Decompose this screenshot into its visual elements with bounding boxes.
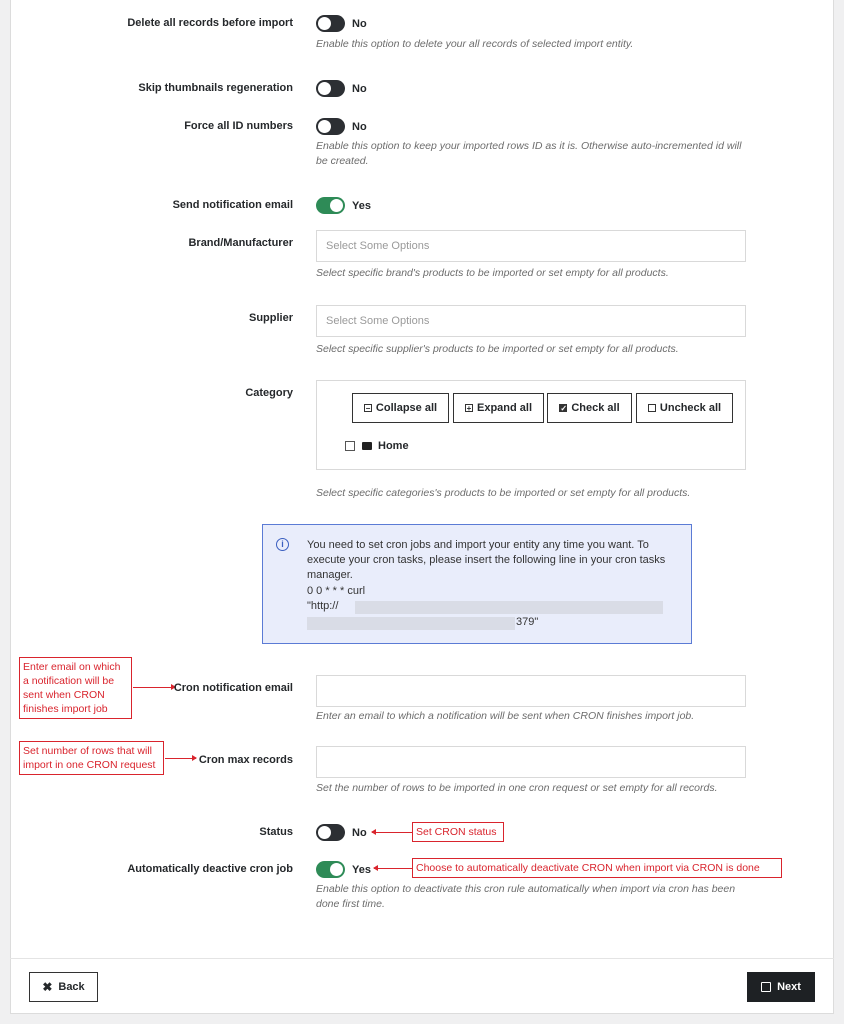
brand-label: Brand/Manufacturer <box>188 237 293 249</box>
empty-square-icon <box>648 404 656 412</box>
send-notification-value: Yes <box>352 200 371 212</box>
annotation-auto-deactivate: Choose to automatically deactivate CRON when import via CRON is done <box>412 858 782 878</box>
cron-max-records-label: Cron max records <box>198 754 293 766</box>
back-button[interactable] <box>29 972 98 1002</box>
collapse-all-button[interactable] <box>352 393 449 423</box>
next-label: Next <box>777 981 801 993</box>
info-icon: i <box>276 538 289 551</box>
toggle-knob <box>330 199 343 212</box>
skip-thumbnails-toggle[interactable] <box>316 80 345 97</box>
cron-email-input[interactable] <box>316 675 746 707</box>
folder-icon <box>362 442 372 450</box>
delete-records-help: Enable this option to delete your all records of selected import entity. <box>316 38 634 50</box>
next-button[interactable] <box>747 972 815 1002</box>
skip-thumbnails-label: Skip thumbnails regeneration <box>138 82 293 94</box>
toggle-knob <box>318 120 331 133</box>
category-help: Select specific categories's products to be imported or set empty for all products. <box>316 487 691 499</box>
annotation-arrow <box>372 832 412 833</box>
cron-email-help: Enter an email to which a notification will be sent when CRON finishes import job. <box>316 710 695 722</box>
redacted-url <box>355 601 663 614</box>
category-label: Category <box>245 387 293 399</box>
plus-square-icon: + <box>466 404 472 413</box>
annotation-email: Enter email on which a notification will be sent when CRON finishes import job <box>19 657 132 719</box>
force-ids-label: Force all ID numbers <box>184 120 293 132</box>
close-icon: ✖ <box>42 980 53 994</box>
cron-email-label: Cron notification email <box>173 682 293 694</box>
send-notification-label: Send notification email <box>172 199 293 211</box>
toggle-knob <box>330 863 343 876</box>
expand-all-button[interactable] <box>453 393 544 423</box>
force-ids-toggle[interactable] <box>316 118 345 135</box>
delete-records-toggle[interactable] <box>316 15 345 32</box>
annotation-arrow <box>165 758 196 759</box>
cron-info-text: You need to set cron jobs and import your entity any time you want. To execute your cron tasks, please insert the following line in your cron tasks manager. <box>307 539 666 581</box>
cron-info-box <box>262 524 692 644</box>
tree-item-home[interactable]: Home <box>378 440 409 452</box>
supplier-help: Select specific supplier's products to be imported or set empty for all products. <box>316 343 679 355</box>
back-label: Back <box>58 981 85 993</box>
delete-records-value: No <box>352 18 367 30</box>
cron-max-records-input[interactable] <box>316 746 746 778</box>
auto-deactivate-value: Yes <box>352 864 371 876</box>
home-checkbox[interactable] <box>345 441 355 451</box>
cron-command: 0 0 * * * curl <box>307 585 366 597</box>
force-ids-help: Enable this option to keep your imported rows ID as it is. Otherwise auto-incremented id will be created. <box>316 140 742 167</box>
brand-select[interactable]: Select Some Options <box>316 230 746 262</box>
annotation-arrow <box>133 687 175 688</box>
cron-status-toggle[interactable] <box>316 824 345 841</box>
supplier-label: Supplier <box>248 312 293 324</box>
send-notification-toggle[interactable] <box>316 197 345 214</box>
annotation-arrow <box>374 868 412 869</box>
toggle-knob <box>318 17 331 30</box>
collapse-all-label: Collapse all <box>375 402 438 414</box>
auto-deactivate-label: Automatically deactive cron job <box>127 863 293 875</box>
force-ids-value: No <box>352 121 367 133</box>
category-tree <box>316 380 746 470</box>
cron-url-start: "http:// <box>307 600 339 612</box>
toggle-knob <box>318 82 331 95</box>
auto-deactivate-toggle[interactable] <box>316 861 345 878</box>
uncheck-all-button[interactable] <box>636 393 733 423</box>
minus-square-icon: − <box>365 404 371 413</box>
expand-all-label: Expand all <box>476 402 533 414</box>
supplier-select[interactable]: Select Some Options <box>316 305 746 337</box>
delete-records-label: Delete all records before import <box>127 17 293 29</box>
auto-deactivate-help: Enable this option to deactivate this cron rule automatically when import via cron has been done first time. <box>316 883 736 910</box>
uncheck-all-label: Uncheck all <box>659 402 722 414</box>
skip-thumbnails-value: No <box>352 83 367 95</box>
check-all-label: Check all <box>571 402 620 414</box>
cron-status-value: No <box>352 827 367 839</box>
brand-help: Select specific brand's products to be imported or set empty for all products. <box>316 267 669 279</box>
redacted-url <box>307 617 515 630</box>
toggle-knob <box>318 826 331 839</box>
check-square-icon: ✓ <box>560 404 568 413</box>
cron-url-end: 379" <box>516 616 539 628</box>
footer-divider <box>10 958 834 959</box>
annotation-max-records: Set number of rows that will import in one CRON request <box>19 741 164 775</box>
cron-max-records-help: Set the number of rows to be imported in one cron request or set empty for all records. <box>316 782 718 794</box>
save-icon <box>761 982 771 992</box>
annotation-status: Set CRON status <box>412 822 504 842</box>
check-all-button[interactable] <box>547 393 632 423</box>
cron-status-label: Status <box>259 826 293 838</box>
